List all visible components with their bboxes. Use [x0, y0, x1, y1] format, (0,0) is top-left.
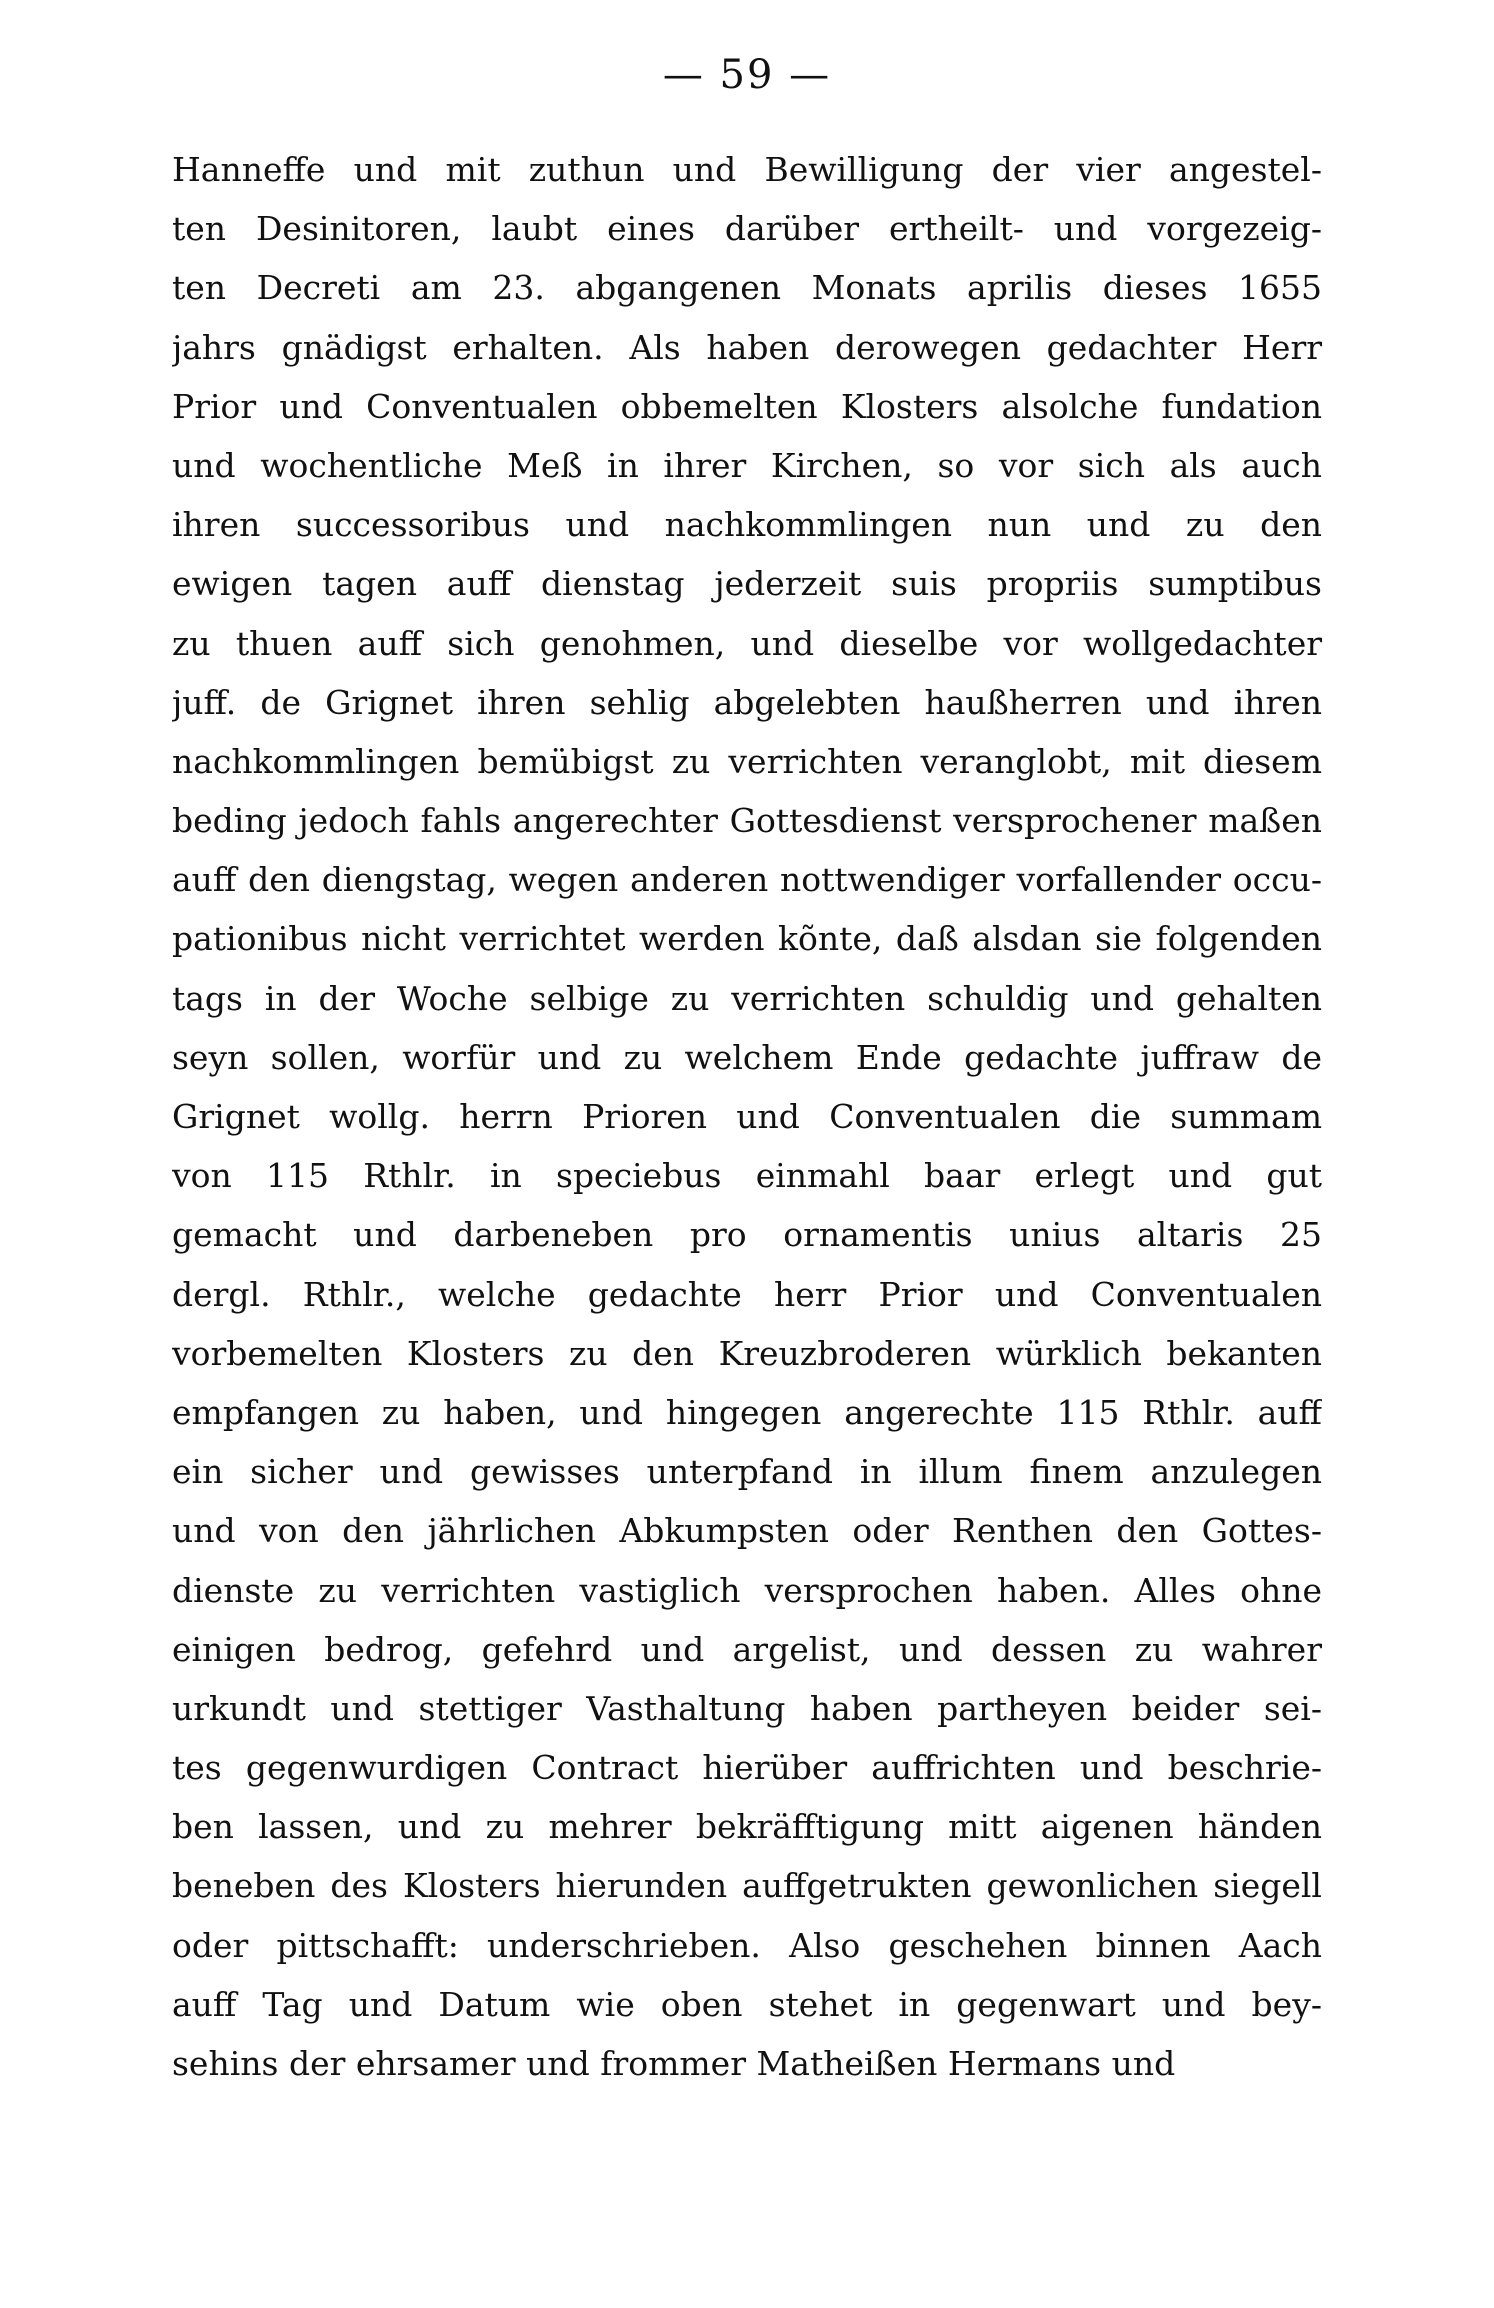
text-line: seyn sollen, worfür und zu welchem Ende gedachte juffraw de — [172, 1037, 1322, 1077]
text-line: auff den diengstag, wegen anderen nottwendiger vorfallender occu- — [172, 860, 1322, 900]
body-text — [172, 140, 1322, 2093]
text-line: beneben des Klosters hierunden auffgetrukten gewonlichen siegell — [172, 1866, 1322, 1906]
text-line: pationibus nicht verrichtet werden kõnte, daß alsdan sie folgenden — [172, 919, 1322, 959]
text-line: Hanneffe und mit zuthun und Bewilligung der vier angestel- — [172, 150, 1322, 189]
text-line: Grignet wollg. herrn Prioren und Conventualen die summam — [172, 1097, 1322, 1136]
text-line: ihren successoribus und nachkommlingen nun und zu den — [172, 505, 1322, 545]
text-line: und wochentliche Meß in ihrer Kirchen, so vor sich als auch — [172, 445, 1322, 485]
text-line: beding jedoch fahls angerechter Gottesdienst versprochener maßen — [172, 801, 1322, 841]
text-line: ein sicher und gewisses unterpfand in illum finem anzulegen — [172, 1452, 1322, 1492]
text-line: nachkommlingen bemübigst zu verrichten veranglobt, mit diesem — [172, 741, 1322, 781]
text-line: jahrs gnädigst erhalten. Als haben derowegen gedachter Herr — [172, 327, 1322, 367]
page-number: — 59 — — [662, 52, 832, 98]
text-line: einigen bedrog, gefehrd und argelist, und dessen zu wahrer — [172, 1629, 1322, 1669]
text-line: ten Desinitoren, laubt eines darüber ertheilt- und vorgezeig- — [172, 209, 1322, 249]
text-line: und von den jährlichen Abkumpsten oder Renthen den Gottes- — [172, 1511, 1322, 1551]
text-line: von 115 Rthlr. in speciebus einmahl baar erlegt und gut — [172, 1156, 1322, 1196]
text-line: dergl. Rthlr., welche gedachte herr Prior und Conventualen — [172, 1274, 1322, 1314]
text-line: tags in der Woche selbige zu verrichten schuldig und gehalten — [172, 978, 1322, 1018]
text-line: sehins der ehrsamer und frommer Matheißen Hermans und — [172, 2044, 1176, 2083]
text-line: vorbemelten Klosters zu den Kreuzbroderen würklich bekanten — [172, 1333, 1322, 1373]
text-line: Prior und Conventualen obbemelten Klosters alsolche fundation — [172, 386, 1322, 426]
text-line: empfangen zu haben, und hingegen angerechte 115 Rthlr. auff — [172, 1392, 1322, 1432]
text-line: zu thuen auff sich genohmen, und dieselbe vor wollgedachter — [172, 623, 1322, 663]
text-line: gemacht und darbeneben pro ornamentis unius altaris 25 — [172, 1215, 1322, 1255]
text-line: auff Tag und Datum wie oben stehet in gegenwart und bey- — [172, 1984, 1322, 2024]
text-line: dienste zu verrichten vastiglich versprochen haben. Alles ohne — [172, 1570, 1322, 1610]
text-line: ten Decreti am 23. abgangenen Monats aprilis dieses 1655 — [172, 268, 1322, 308]
text-line: oder pittschafft: underschrieben. Also geschehen binnen Aach — [172, 1925, 1322, 1965]
text-line: ewigen tagen auff dienstag jederzeit suis propriis sumptibus — [172, 564, 1322, 604]
text-line: juff. de Grignet ihren sehlig abgelebten haußherren und ihren — [172, 682, 1322, 722]
text-line: urkundt und stettiger Vasthaltung haben partheyen beider sei- — [172, 1688, 1322, 1728]
text-line: tes gegenwurdigen Contract hierüber auffrichten und beschrie- — [172, 1748, 1322, 1788]
text-line: ben lassen, und zu mehrer bekräfftigung mitt aigenen händen — [172, 1807, 1322, 1847]
